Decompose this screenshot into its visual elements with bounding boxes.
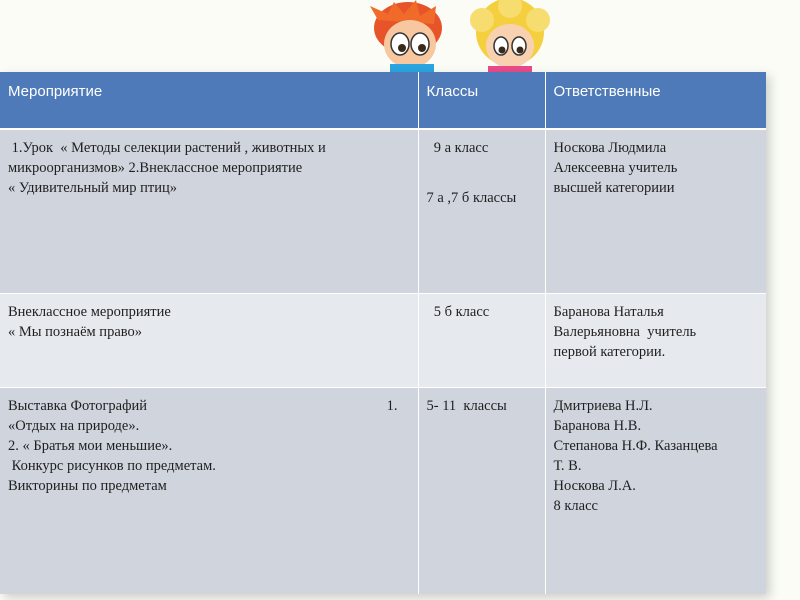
responsible-text-line: высшей категориии bbox=[553, 180, 675, 196]
responsible-text-line: Алексеевна учитель bbox=[553, 160, 678, 176]
responsible-text-line: Дмитриева Н.Л. bbox=[553, 397, 653, 414]
event-text-line: Внеклассное мероприятие bbox=[8, 303, 171, 320]
event-text-line: Конкурс рисунков по предметам. bbox=[8, 457, 216, 474]
classes-text-line: 9 а класс bbox=[426, 140, 489, 156]
event-text-line: « Удивительный мир птиц» bbox=[8, 180, 178, 196]
responsible-text-line: Носкова Л.А. bbox=[553, 477, 636, 494]
event-text-line: Выставка Фотографий bbox=[8, 397, 147, 414]
event-cell bbox=[0, 129, 418, 293]
responsible-text-line: 8 класс bbox=[553, 497, 598, 514]
responsible-text-line: Баранова Н.В. bbox=[553, 417, 642, 434]
responsible-text-line: Баранова Наталья bbox=[553, 303, 664, 320]
responsible-text-line: Носкова Людмила bbox=[553, 140, 667, 156]
classes-text-line: 7 а ,7 б классы bbox=[426, 190, 517, 206]
table-row bbox=[0, 293, 766, 387]
responsible-cell bbox=[545, 387, 766, 594]
table-row bbox=[0, 387, 766, 594]
event-cell bbox=[0, 387, 418, 594]
table-header-row bbox=[0, 72, 766, 129]
events-table bbox=[0, 72, 766, 594]
responsible-text-line: Валерьяновна учитель bbox=[553, 323, 697, 340]
responsible-text-line: Т. В. bbox=[553, 457, 582, 474]
table-row bbox=[0, 129, 766, 293]
classes-text-line: 5- 11 классы bbox=[426, 397, 507, 414]
responsible-text-line: Степанова Н.Ф. Казанцева bbox=[553, 437, 718, 454]
event-text-line: « Мы познаём право» bbox=[8, 323, 142, 340]
header-classes: Классы bbox=[418, 72, 545, 129]
responsible-cell bbox=[545, 293, 766, 387]
responsible-text-line: первой категории. bbox=[553, 343, 666, 360]
event-text-line: Викторины по предметам bbox=[8, 477, 167, 494]
classes-cell bbox=[418, 387, 545, 594]
responsible-cell bbox=[545, 129, 766, 293]
event-text-line: микроорганизмов» 2.Внеклассное мероприятие bbox=[8, 160, 303, 176]
event-text-line: «Отдых на природе». bbox=[8, 417, 140, 434]
event-cell bbox=[0, 293, 418, 387]
event-text-line: 1.Урок « Методы селекции растений , животных и bbox=[8, 140, 326, 156]
classes-cell bbox=[418, 129, 545, 293]
event-first-line bbox=[8, 396, 412, 416]
events-table-container bbox=[0, 72, 766, 594]
header-event: Мероприятие bbox=[0, 72, 418, 129]
event-text-line: 2. « Братья мои меньшие». bbox=[8, 437, 173, 454]
event-number: 1. bbox=[386, 397, 398, 414]
classes-text-line: 5 б класс bbox=[426, 303, 490, 320]
cartoon-children-illustration bbox=[360, 0, 560, 78]
header-responsible: Ответственные bbox=[545, 72, 766, 129]
classes-cell bbox=[418, 293, 545, 387]
